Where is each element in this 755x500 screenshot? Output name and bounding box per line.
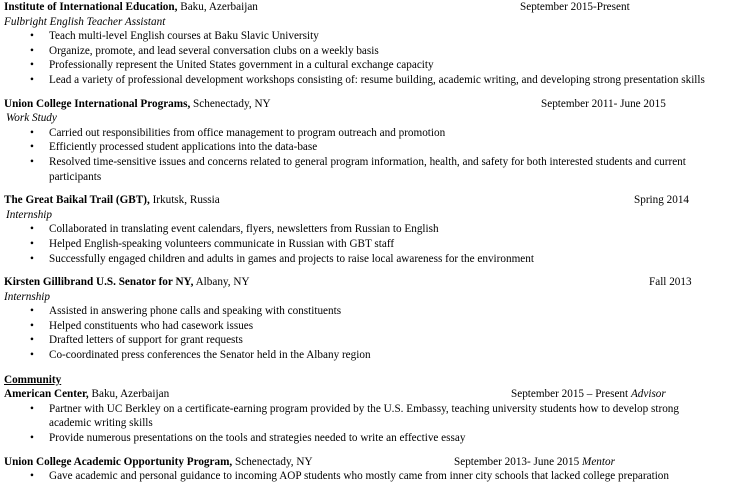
org-name: American Center,	[4, 388, 89, 401]
org-location: Schenectady, NY	[232, 455, 313, 468]
entry-header	[4, 275, 754, 290]
bullet-item: • Helped English-speaking volunteers communicate in Russian with GBT staff	[30, 237, 395, 250]
org-name: Union College Academic Opportunity Program,	[4, 455, 233, 468]
org-location: Albany, NY	[193, 276, 250, 289]
org-location: Baku, Azerbaijan	[177, 1, 258, 13]
entry-role: Internship	[4, 290, 50, 303]
entry-dates: September 2011- June 2015	[541, 97, 666, 110]
experience-entry	[4, 275, 754, 363]
bullet-item: • Successfully engaged children and adults in games and projects to raise local awareness for the environment	[30, 252, 534, 265]
entry-role: Mentor	[582, 455, 615, 468]
bullet-continuation: participants	[49, 170, 102, 183]
bullet-item: • Helped constituents who had casework issues	[30, 319, 254, 332]
bullet-continuation: academic writing skills	[49, 417, 153, 430]
org-location: Schenectady, NY	[190, 97, 271, 110]
org-name: Kirsten Gillibrand U.S. Senator for NY,	[4, 276, 194, 289]
entry-header	[4, 0, 754, 15]
bullet-item: • Co-coordinated press conferences the Senator held in the Albany region	[30, 349, 371, 362]
entry-dates: Fall 2013	[649, 276, 692, 289]
entry-header	[4, 387, 754, 402]
entry-header	[4, 97, 754, 112]
entry-header	[4, 455, 754, 470]
org-name: Institute of International Education,	[4, 1, 178, 13]
bullet-item: • Assisted in answering phone calls and speaking with constituents	[30, 305, 342, 318]
bullet-item: • Carried out responsibilities from office management to program outreach and promotion	[30, 126, 446, 139]
org-name: Union College International Programs,	[4, 97, 191, 110]
section-heading: Community	[4, 373, 62, 386]
org-location: Irkutsk, Russia	[149, 194, 220, 207]
bullet-item: • Lead a variety of professional development workshops consisting of: resume building, academic writing, and developing strong presentation skills	[30, 73, 705, 86]
bullet-item: • Professionally represent the United States government in a cultural exchange capacity	[30, 59, 434, 72]
entry-role: Fulbright English Teacher Assistant	[4, 15, 166, 28]
entry-dates: September 2013- June 2015 Mentor	[454, 455, 615, 468]
bullet-item: • Organize, promote, and lead several conversation clubs on a weekly basis	[30, 44, 379, 57]
bullet-item: • Teach multi-level English courses at Baku Slavic University	[30, 30, 319, 43]
bullet-item: • Efficiently processed student applications into the data-base	[30, 141, 318, 154]
entry-dates: Spring 2014	[634, 194, 690, 207]
bullet-item: • Gave academic and personal guidance to incoming AOP students who mostly came from inner city schools that lacked college preparation	[30, 470, 669, 483]
bullet-item: • Resolved time-sensitive issues and concerns related to general program information, health, and safety for both interested students and current	[30, 155, 686, 168]
community-section	[4, 373, 754, 484]
org-name: The Great Baikal Trail (GBT),	[4, 194, 150, 207]
bullet-item: • Drafted letters of support for grant requests	[30, 334, 243, 347]
experience-entry	[4, 97, 754, 185]
entry-dates: September 2015 – Present Advisor	[511, 388, 666, 401]
bullet-item: • Collaborated in translating event calendars, flyers, newsletters from Russian to English	[30, 223, 439, 236]
org-location: Baku, Azerbaijan	[88, 388, 170, 401]
entry-role: Advisor	[630, 388, 666, 401]
experience-entry	[4, 0, 754, 88]
entry-header	[4, 193, 754, 208]
resume-page	[4, 0, 754, 484]
entry-dates: September 2015-Present	[520, 1, 630, 13]
entry-role: Work Study	[6, 112, 57, 125]
experience-entry	[4, 193, 754, 266]
entry-role: Internship	[6, 208, 52, 221]
bullet-item: • Provide numerous presentations on the tools and strategies needed to write an effective essay	[30, 432, 466, 445]
bullet-item: • Partner with UC Berkley on a certificate-earning program provided by the U.S. Embassy, teaching university students how to develop strong	[30, 402, 679, 415]
